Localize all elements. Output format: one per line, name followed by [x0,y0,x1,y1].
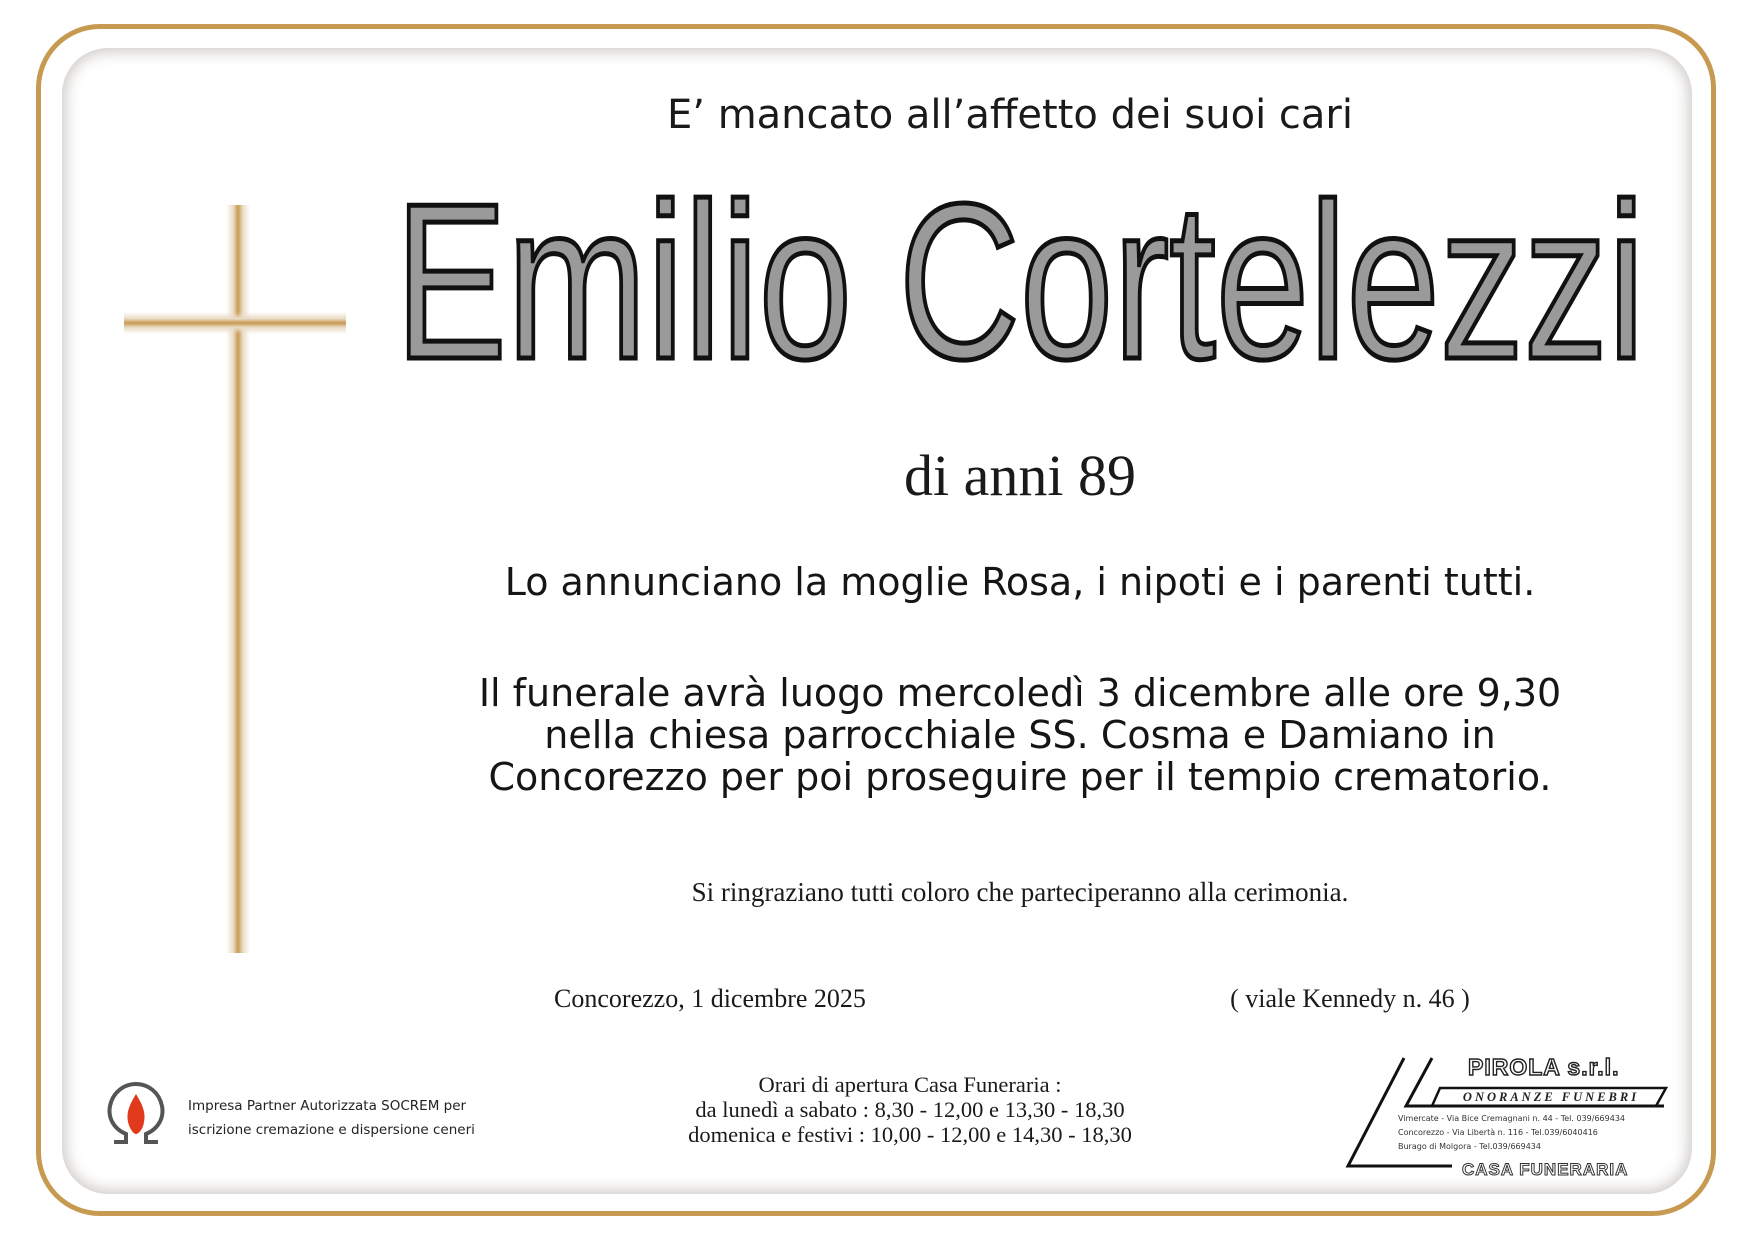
socrem-partner-text [188,1094,508,1142]
place-date: Concorezzo, 1 dicembre 2025 [554,984,866,1013]
deceased-name-text: Emilio Cortelezzi [395,178,1645,398]
opening-hours [640,1072,1180,1147]
hours-weekdays: da lunedì a sabato : 8,30 - 12,00 e 13,30 - 18,30 [695,1097,1125,1122]
deceased-name [380,178,1660,398]
funeral-line: Concorezzo per poi proseguire per il tempio crematorio. [488,755,1552,799]
funeral-line: Il funerale avrà luogo mercoledì 3 dicembre alle ore 9,30 [478,671,1562,715]
socrem-line: Impresa Partner Autorizzata SOCREM per [188,1098,467,1114]
notice-heading: E’ mancato all’affetto dei suoi cari [667,92,1353,138]
pirola-casa-funeraria: CASA FUNERARIA [1462,1160,1629,1179]
hours-holidays: domenica e festivi : 10,00 - 12,00 e 14,30 - 18,30 [688,1122,1132,1147]
funeral-line: nella chiesa parrocchiale SS. Cosma e Damiano in [544,713,1496,757]
deceased-name-svg [380,178,1660,398]
age-line: di anni 89 [904,443,1136,508]
announcement-line: Lo annunciano la moglie Rosa, i nipoti e i parenti tutti. [504,560,1536,604]
socrem-line: iscrizione cremazione e dispersione ceneri [188,1122,475,1138]
thanks-line: Si ringraziano tutti coloro che parteciperanno alla cerimonia. [691,877,1349,907]
pirola-subtitle: ONORANZE FUNEBRI [1462,1090,1640,1104]
omega-flame-icon [100,1076,172,1150]
funeral-details [380,672,1660,798]
pirola-brand-name: PIROLA s.r.l. [1468,1054,1620,1080]
address: ( viale Kennedy n. 46 ) [1230,984,1470,1013]
cross-horizontal-beam [124,312,346,334]
hours-title: Orari di apertura Casa Funeraria : [758,1072,1062,1097]
pirola-address-line: Concorezzo - Via Libertà n. 116 - Tel.039/6040416 [1398,1128,1598,1137]
pirola-address-line: Burago di Molgora - Tel.039/669434 [1398,1142,1541,1151]
pirola-address-line: Vimercate - Via Bice Cremagnani n. 44 - Tel. 039/669434 [1398,1114,1625,1123]
